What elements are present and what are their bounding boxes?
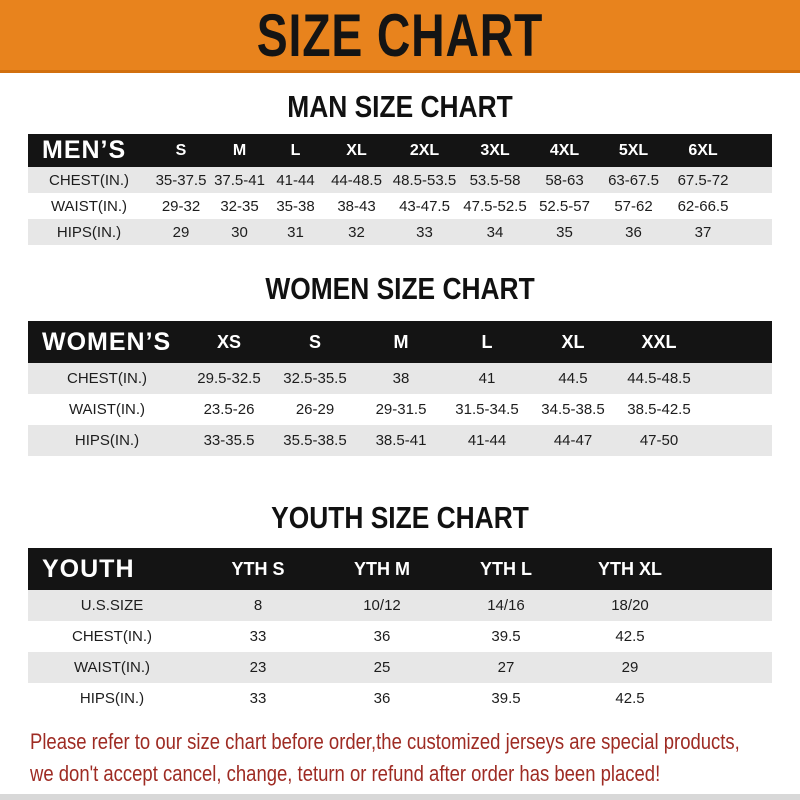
- column-header: 4XL: [530, 134, 599, 167]
- table-row: [28, 219, 772, 245]
- value-cell: 63-67.5: [608, 171, 659, 189]
- value-cell: 23.5-26: [203, 401, 255, 418]
- column-header: 3XL: [460, 134, 530, 167]
- youth-section-heading: YOUTH SIZE CHART: [271, 500, 529, 535]
- value-cell: 44.5-48.5: [627, 370, 691, 387]
- value-cell: 10/12: [363, 597, 401, 614]
- size-chart-banner: [0, 0, 800, 73]
- value-cell: 18/20: [611, 597, 649, 614]
- header-filler: [702, 321, 772, 363]
- youth-size-table: [28, 548, 772, 714]
- bottom-edge-strip: [0, 794, 800, 800]
- value-cell: 41-44: [467, 432, 507, 449]
- value-cell: 29-32: [161, 197, 201, 215]
- value-cell: 33: [416, 223, 433, 241]
- value-cell: 36: [373, 690, 391, 707]
- table-header-row: [28, 134, 772, 167]
- table-row: [28, 590, 772, 621]
- column-header: YTH L: [444, 548, 568, 590]
- women-size-section: [0, 271, 800, 456]
- column-header: L: [444, 321, 530, 363]
- column-header: 5XL: [599, 134, 668, 167]
- value-cell: 47.5-52.5: [463, 197, 527, 215]
- row-label: CHEST(IN.): [72, 628, 152, 645]
- table-row: [28, 363, 772, 394]
- row-filler: [738, 193, 772, 219]
- value-cell: 34: [486, 223, 504, 241]
- value-cell: 41-44: [276, 171, 315, 189]
- value-cell: 57-62: [614, 197, 653, 215]
- value-cell: 48.5-53.5: [392, 171, 457, 189]
- row-filler: [692, 683, 772, 714]
- disclaimer-line-1: Please refer to our size chart before order,the customized jerseys are special products,: [30, 729, 740, 754]
- table-corner-label: WOMEN’S: [28, 321, 186, 363]
- value-cell: 42.5: [615, 628, 645, 645]
- table-row: [28, 652, 772, 683]
- value-cell: 35: [556, 223, 573, 241]
- row-label: HIPS(IN.): [74, 432, 140, 449]
- table-row: [28, 167, 772, 193]
- women-size-table: [28, 321, 772, 456]
- value-cell: 38.5-42.5: [627, 401, 691, 418]
- column-header: L: [267, 134, 324, 167]
- value-cell: 37: [694, 223, 712, 241]
- table-row: [28, 683, 772, 714]
- header-filler: [692, 548, 772, 590]
- value-cell: 29: [621, 659, 639, 676]
- column-header: M: [358, 321, 444, 363]
- value-cell: 30: [231, 223, 248, 241]
- row-label: WAIST(IN.): [68, 401, 146, 418]
- youth-size-section: [0, 500, 800, 714]
- header-filler: [738, 134, 772, 167]
- row-filler: [738, 219, 772, 245]
- value-cell: 35.5-38.5: [283, 432, 347, 449]
- value-cell: 27: [497, 659, 515, 676]
- column-header: YTH XL: [568, 548, 692, 590]
- column-header: M: [212, 134, 267, 167]
- value-cell: 41: [478, 370, 496, 387]
- row-label: WAIST(IN.): [50, 197, 128, 215]
- disclaimer-line-2: we don't accept cancel, change, teturn or refund after order has been placed!: [30, 761, 661, 786]
- table-header-row: [28, 548, 772, 590]
- table-row: [28, 193, 772, 219]
- row-label: CHEST(IN.): [67, 370, 147, 387]
- row-filler: [702, 363, 772, 394]
- row-label: WAIST(IN.): [73, 659, 151, 676]
- value-cell: 39.5: [491, 690, 521, 707]
- value-cell: 32.5-35.5: [283, 370, 347, 387]
- women-section-heading: WOMEN SIZE CHART: [265, 271, 535, 306]
- row-filler: [692, 621, 772, 652]
- value-cell: 35-37.5: [155, 171, 207, 189]
- row-filler: [692, 590, 772, 621]
- row-label: U.S.SIZE: [80, 597, 144, 614]
- row-label: HIPS(IN.): [79, 690, 145, 707]
- table-corner-label: YOUTH: [28, 548, 196, 590]
- column-header: S: [150, 134, 212, 167]
- value-cell: 32: [348, 223, 365, 241]
- value-cell: 36: [373, 628, 391, 645]
- table-row: [28, 394, 772, 425]
- column-header: XL: [530, 321, 616, 363]
- column-header: YTH S: [196, 548, 320, 590]
- row-label: CHEST(IN.): [49, 171, 129, 189]
- value-cell: 29-31.5: [375, 401, 427, 418]
- value-cell: 39.5: [491, 628, 521, 645]
- value-cell: 29: [172, 223, 190, 241]
- value-cell: 67.5-72: [677, 171, 729, 189]
- table-corner-label: MEN’S: [28, 134, 150, 167]
- disclaimer-text: [30, 726, 800, 790]
- value-cell: 47-50: [639, 432, 679, 449]
- value-cell: 38: [392, 370, 410, 387]
- value-cell: 58-63: [545, 171, 584, 189]
- column-header: YTH M: [320, 548, 444, 590]
- column-header: XXL: [616, 321, 702, 363]
- value-cell: 37.5-41: [214, 171, 265, 189]
- row-filler: [692, 652, 772, 683]
- table-row: [28, 621, 772, 652]
- men-size-section: [0, 89, 800, 245]
- row-filler: [702, 394, 772, 425]
- row-filler: [738, 167, 772, 193]
- value-cell: 33-35.5: [203, 432, 255, 449]
- value-cell: 29.5-32.5: [197, 370, 261, 387]
- column-header: S: [272, 321, 358, 363]
- banner-title: SIZE CHART: [256, 1, 544, 69]
- value-cell: 38.5-41: [375, 432, 427, 449]
- column-header: XL: [324, 134, 389, 167]
- value-cell: 42.5: [615, 690, 645, 707]
- value-cell: 38-43: [337, 197, 376, 215]
- value-cell: 32-35: [220, 197, 259, 215]
- value-cell: 31: [287, 223, 304, 241]
- value-cell: 34.5-38.5: [541, 401, 605, 418]
- value-cell: 43-47.5: [399, 197, 450, 215]
- value-cell: 33: [249, 628, 267, 645]
- column-header: 2XL: [389, 134, 460, 167]
- row-filler: [702, 425, 772, 456]
- value-cell: 23: [249, 659, 267, 676]
- value-cell: 53.5-58: [469, 171, 521, 189]
- table-row: [28, 425, 772, 456]
- men-section-heading: MAN SIZE CHART: [287, 89, 513, 124]
- column-header: 6XL: [668, 134, 738, 167]
- value-cell: 31.5-34.5: [455, 401, 519, 418]
- row-label: HIPS(IN.): [56, 223, 122, 241]
- value-cell: 8: [253, 597, 263, 614]
- value-cell: 44-48.5: [331, 171, 382, 189]
- value-cell: 26-29: [295, 401, 335, 418]
- value-cell: 44.5: [558, 370, 588, 387]
- value-cell: 36: [625, 223, 642, 241]
- value-cell: 14/16: [487, 597, 525, 614]
- column-header: XS: [186, 321, 272, 363]
- value-cell: 52.5-57: [539, 197, 590, 215]
- value-cell: 62-66.5: [677, 197, 729, 215]
- value-cell: 33: [249, 690, 267, 707]
- value-cell: 25: [373, 659, 391, 676]
- value-cell: 35-38: [276, 197, 315, 215]
- men-size-table: [28, 134, 772, 245]
- table-header-row: [28, 321, 772, 363]
- value-cell: 44-47: [553, 432, 593, 449]
